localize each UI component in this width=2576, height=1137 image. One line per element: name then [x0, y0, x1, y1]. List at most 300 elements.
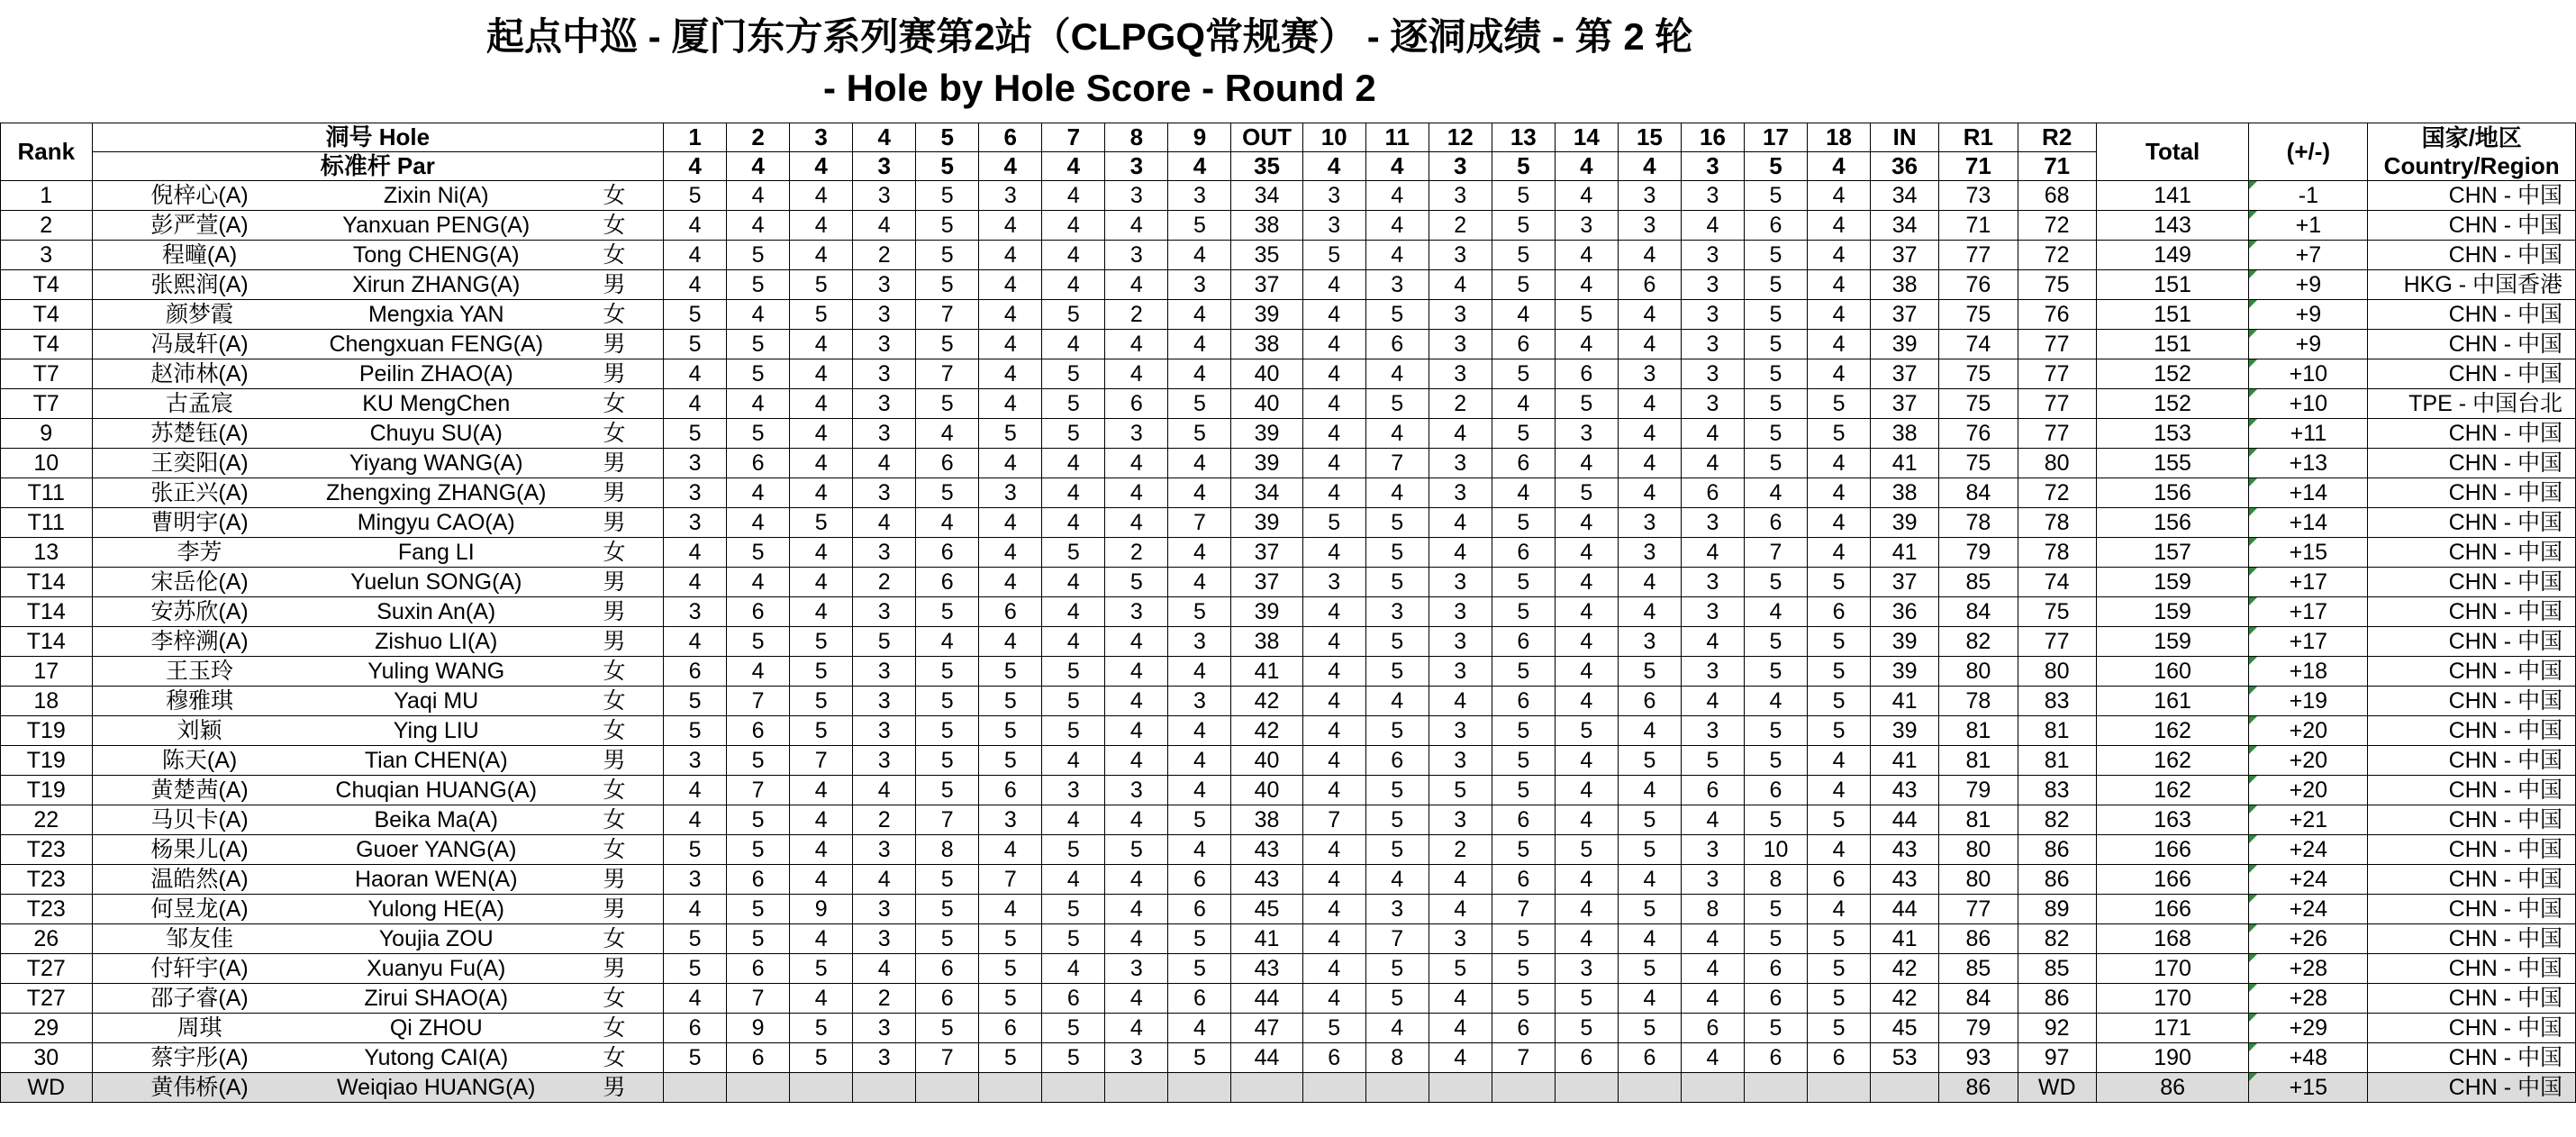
player-name-cn: 周琪 [92, 1014, 307, 1043]
score-cell: 5 [979, 984, 1042, 1014]
score-cell: 44 [1871, 805, 1939, 835]
score-cell: 7 [1365, 449, 1429, 478]
score-cell: 5 [1042, 716, 1105, 746]
diff-cell: +18 [2249, 657, 2368, 687]
score-cell: 40 [1231, 776, 1302, 805]
diff-cell: +15 [2249, 538, 2368, 568]
score-cell: 8 [916, 835, 979, 865]
score-cell: 5 [1618, 1014, 1681, 1043]
score-cell: 5 [1042, 1014, 1105, 1043]
table-row [1, 597, 2576, 627]
diff-cell: +29 [2249, 1014, 2368, 1043]
score-cell: 4 [979, 330, 1042, 359]
table-row [1, 568, 2576, 597]
score-cell: 4 [727, 389, 790, 419]
score-cell: 5 [1808, 687, 1871, 716]
score-cell: 83 [2018, 776, 2096, 805]
total-cell: 153 [2096, 419, 2249, 449]
score-cell: 4 [664, 895, 727, 924]
player-name-en: Xirun ZHANG(A) [307, 270, 566, 300]
score-cell: 6 [727, 865, 790, 895]
score-cell: 5 [1042, 924, 1105, 954]
rank-cell: 29 [1, 1014, 93, 1043]
score-cell: 3 [1168, 687, 1231, 716]
score-cell: 4 [979, 508, 1042, 538]
score-cell: 7 [979, 865, 1042, 895]
page-title: 起点中巡 - 厦门东方系列赛第2站（CLPGQ常规赛） - 逐洞成绩 - 第 2 轮 [486, 15, 1693, 58]
score-cell: 6 [916, 984, 979, 1014]
score-cell: 4 [1042, 627, 1105, 657]
diff-cell: +9 [2249, 300, 2368, 330]
score-cell: 5 [664, 716, 727, 746]
score-cell: 5 [916, 389, 979, 419]
table-row [1, 835, 2576, 865]
score-cell: 4 [1302, 924, 1365, 954]
country-cell: CHN - 中国 [2368, 657, 2576, 687]
gender-cell: 男 [566, 449, 664, 478]
score-cell: 4 [1618, 984, 1681, 1014]
score-cell: 37 [1231, 538, 1302, 568]
par-header: 3 [853, 152, 916, 181]
table-row [1, 449, 2576, 478]
player-name-cn: 赵沛林(A) [92, 359, 307, 389]
score-cell: 5 [1744, 181, 1807, 211]
score-cell: 4 [1555, 805, 1618, 835]
total-cell: 141 [2096, 181, 2249, 211]
score-cell: 3 [1429, 805, 1492, 835]
score-cell: 4 [1042, 746, 1105, 776]
score-cell: 5 [1618, 954, 1681, 984]
score-cell: 3 [1681, 270, 1744, 300]
gender-cell: 男 [566, 508, 664, 538]
score-cell: 5 [916, 478, 979, 508]
gender-cell: 女 [566, 657, 664, 687]
score-cell: 3 [853, 389, 916, 419]
score-cell [727, 1073, 790, 1103]
score-cell: 2 [853, 241, 916, 270]
score-cell: 81 [1939, 716, 2018, 746]
page-subtitle: - Hole by Hole Score - Round 2 [823, 67, 1376, 109]
score-cell: 5 [1105, 568, 1168, 597]
player-name-cn: 邹友佳 [92, 924, 307, 954]
score-cell: 4 [1808, 895, 1871, 924]
diff-cell: +9 [2249, 330, 2368, 359]
score-cell: 73 [1939, 181, 2018, 211]
score-cell: 6 [916, 568, 979, 597]
hole-header: 10 [1302, 123, 1365, 152]
score-cell: 42 [1231, 687, 1302, 716]
table-row [1, 300, 2576, 330]
score-cell: 4 [1429, 1043, 1492, 1073]
score-cell: 4 [1302, 895, 1365, 924]
score-cell: 7 [727, 984, 790, 1014]
score-cell: 4 [1302, 330, 1365, 359]
score-cell: 5 [1744, 359, 1807, 389]
total-cell: 159 [2096, 627, 2249, 657]
score-cell: 4 [1105, 865, 1168, 895]
table-row [1, 538, 2576, 568]
player-name-en: Yuelun SONG(A) [307, 568, 566, 597]
par-header: 71 [1939, 152, 2018, 181]
player-name-en: KU MengChen [307, 389, 566, 419]
score-cell: 5 [727, 330, 790, 359]
score-cell: 5 [727, 359, 790, 389]
score-cell: 3 [1618, 359, 1681, 389]
score-cell: 4 [664, 538, 727, 568]
score-cell: 37 [1871, 241, 1939, 270]
score-cell: 3 [1429, 181, 1492, 211]
score-cell: 5 [790, 657, 853, 687]
score-cell: 5 [727, 805, 790, 835]
score-cell: 5 [1492, 716, 1555, 746]
score-cell: 4 [979, 895, 1042, 924]
score-cell: 5 [1744, 449, 1807, 478]
country-cell: CHN - 中国 [2368, 746, 2576, 776]
score-cell: 4 [1302, 835, 1365, 865]
score-cell: 3 [853, 895, 916, 924]
score-cell: 7 [1492, 895, 1555, 924]
score-cell: 3 [853, 1014, 916, 1043]
score-cell: 4 [1105, 211, 1168, 241]
score-cell: 41 [1871, 746, 1939, 776]
score-cell: 4 [790, 241, 853, 270]
score-cell: 5 [790, 1014, 853, 1043]
score-cell: 4 [1105, 627, 1168, 657]
table-row [1, 627, 2576, 657]
score-cell: 6 [916, 954, 979, 984]
player-name-cn: 安苏欣(A) [92, 597, 307, 627]
score-cell: 4 [1168, 359, 1231, 389]
score-cell [1105, 1073, 1168, 1103]
score-cell: 5 [664, 419, 727, 449]
score-cell: 89 [2018, 895, 2096, 924]
header-row-holes [1, 123, 2576, 152]
rank-cell: 3 [1, 241, 93, 270]
rank-cell: 2 [1, 211, 93, 241]
hole-header: 9 [1168, 123, 1231, 152]
score-cell: 4 [979, 835, 1042, 865]
score-cell: 78 [1939, 687, 2018, 716]
score-cell: 81 [1939, 746, 2018, 776]
score-cell [1681, 1073, 1744, 1103]
score-cell: 5 [1744, 270, 1807, 300]
table-row [1, 419, 2576, 449]
score-cell: 4 [1808, 359, 1871, 389]
score-cell: 75 [1939, 449, 2018, 478]
gender-cell: 女 [566, 716, 664, 746]
score-cell: 5 [790, 954, 853, 984]
score-cell: 5 [1618, 657, 1681, 687]
score-cell: 3 [664, 449, 727, 478]
score-cell: 4 [790, 984, 853, 1014]
score-cell: 4 [1681, 687, 1744, 716]
score-cell: 4 [853, 211, 916, 241]
rank-cell: T19 [1, 716, 93, 746]
score-cell: 6 [1302, 1043, 1365, 1073]
score-cell: 4 [790, 449, 853, 478]
score-cell: 5 [916, 211, 979, 241]
diff-cell: +15 [2249, 1073, 2368, 1103]
player-name-en: Yanxuan PENG(A) [307, 211, 566, 241]
score-cell: 4 [979, 449, 1042, 478]
rank-cell: 13 [1, 538, 93, 568]
score-cell: 72 [2018, 478, 2096, 508]
total-cell: 162 [2096, 776, 2249, 805]
score-cell [1168, 1073, 1231, 1103]
score-cell: 5 [1808, 924, 1871, 954]
diff-cell: +1 [2249, 211, 2368, 241]
rank-cell: T7 [1, 389, 93, 419]
score-cell: 3 [853, 419, 916, 449]
country-cell: CHN - 中国 [2368, 776, 2576, 805]
score-cell: 4 [1105, 1014, 1168, 1043]
player-name-cn: 温皓然(A) [92, 865, 307, 895]
score-cell: 6 [1168, 984, 1231, 1014]
score-cell: 80 [1939, 835, 2018, 865]
score-cell: 3 [1429, 746, 1492, 776]
score-cell: 4 [1618, 419, 1681, 449]
score-cell: 4 [1042, 954, 1105, 984]
score-cell: 4 [1618, 924, 1681, 954]
rank-cell: T23 [1, 865, 93, 895]
total-cell: 163 [2096, 805, 2249, 835]
gender-cell: 男 [566, 865, 664, 895]
score-cell: WD [2018, 1073, 2096, 1103]
score-cell: 80 [2018, 449, 2096, 478]
score-cell: 5 [1042, 835, 1105, 865]
score-cell: 5 [916, 657, 979, 687]
score-cell: 8 [1365, 1043, 1429, 1073]
score-cell: 4 [1302, 984, 1365, 1014]
score-cell: 4 [1555, 776, 1618, 805]
score-cell: 41 [1871, 924, 1939, 954]
country-cell: CHN - 中国 [2368, 478, 2576, 508]
total-cell: 170 [2096, 954, 2249, 984]
diff-cell: +20 [2249, 716, 2368, 746]
player-name-cn: 张熙润(A) [92, 270, 307, 300]
score-cell: 5 [1302, 241, 1365, 270]
player-name-en: Zhengxing ZHANG(A) [307, 478, 566, 508]
par-header: 35 [1231, 152, 1302, 181]
score-cell: 5 [1492, 954, 1555, 984]
score-cell: 5 [979, 687, 1042, 716]
diff-cell: +13 [2249, 449, 2368, 478]
score-cell: 4 [1808, 746, 1871, 776]
score-cell: 41 [1871, 538, 1939, 568]
table-row [1, 478, 2576, 508]
score-cell: 42 [1871, 984, 1939, 1014]
score-cell: 4 [1555, 330, 1618, 359]
score-cell: 6 [1492, 538, 1555, 568]
country-cell: CHN - 中国 [2368, 330, 2576, 359]
score-cell: 3 [853, 746, 916, 776]
score-cell: 3 [1681, 835, 1744, 865]
table-row [1, 984, 2576, 1014]
table-row [1, 1073, 2576, 1103]
score-cell: 5 [1168, 389, 1231, 419]
score-cell: 3 [853, 181, 916, 211]
score-cell [1871, 1073, 1939, 1103]
score-cell: 5 [727, 895, 790, 924]
total-cell: 190 [2096, 1043, 2249, 1073]
rank-cell: T4 [1, 300, 93, 330]
score-cell: 77 [1939, 241, 2018, 270]
score-cell: 3 [1365, 270, 1429, 300]
score-cell: 3 [853, 270, 916, 300]
score-cell: 5 [1492, 508, 1555, 538]
rank-cell: 18 [1, 687, 93, 716]
score-cell: 77 [2018, 627, 2096, 657]
score-cell: 37 [1871, 568, 1939, 597]
score-cell: 4 [1681, 805, 1744, 835]
score-cell: 4 [1808, 211, 1871, 241]
score-cell: 5 [1168, 805, 1231, 835]
table-row [1, 241, 2576, 270]
score-cell: 5 [1168, 924, 1231, 954]
score-cell: 4 [916, 508, 979, 538]
score-cell: 97 [2018, 1043, 2096, 1073]
score-cell: 86 [2018, 835, 2096, 865]
score-cell: 40 [1231, 359, 1302, 389]
player-name-en: Mingyu CAO(A) [307, 508, 566, 538]
hole-header: 18 [1808, 123, 1871, 152]
score-cell: 41 [1871, 687, 1939, 716]
player-name-en: Weiqiao HUANG(A) [307, 1073, 566, 1103]
score-cell: 4 [1618, 597, 1681, 627]
score-cell: 3 [853, 835, 916, 865]
score-cell: 5 [664, 835, 727, 865]
score-cell: 4 [1429, 984, 1492, 1014]
rank-header: Rank [1, 123, 93, 181]
score-cell: 5 [1744, 805, 1807, 835]
score-cell: 5 [1555, 835, 1618, 865]
score-cell: 4 [1168, 835, 1231, 865]
score-cell: 78 [1939, 508, 2018, 538]
score-cell: 5 [916, 241, 979, 270]
score-cell: 5 [1744, 924, 1807, 954]
score-cell: 4 [1555, 538, 1618, 568]
score-cell: 3 [1105, 419, 1168, 449]
score-cell: 80 [1939, 865, 2018, 895]
score-cell: 5 [664, 330, 727, 359]
player-name-en: Mengxia YAN [307, 300, 566, 330]
score-cell: 4 [979, 389, 1042, 419]
gender-cell: 男 [566, 568, 664, 597]
score-cell: 3 [1168, 181, 1231, 211]
player-name-en: Yuling WANG [307, 657, 566, 687]
score-cell: 3 [1105, 776, 1168, 805]
gender-cell: 女 [566, 1014, 664, 1043]
score-cell: 3 [1429, 449, 1492, 478]
score-cell: 86 [2018, 865, 2096, 895]
score-cell: 4 [1555, 597, 1618, 627]
score-cell: 5 [1492, 597, 1555, 627]
score-cell: 6 [1492, 330, 1555, 359]
total-cell: 151 [2096, 300, 2249, 330]
score-cell: 4 [1808, 508, 1871, 538]
score-cell [664, 1073, 727, 1103]
score-cell: 2 [1429, 211, 1492, 241]
score-cell: 5 [1492, 181, 1555, 211]
score-cell: 3 [1618, 508, 1681, 538]
total-cell: 156 [2096, 508, 2249, 538]
rank-cell: 17 [1, 657, 93, 687]
score-cell: 4 [1168, 449, 1231, 478]
score-cell: 3 [1302, 181, 1365, 211]
score-cell: 3 [853, 300, 916, 330]
score-cell: 6 [1618, 1043, 1681, 1073]
score-cell: 5 [1365, 984, 1429, 1014]
score-cell: 4 [790, 835, 853, 865]
score-cell: 4 [1618, 716, 1681, 746]
score-cell: 5 [1618, 805, 1681, 835]
player-name-cn: 颜梦霞 [92, 300, 307, 330]
par-header: 5 [1492, 152, 1555, 181]
score-cell: 34 [1871, 181, 1939, 211]
score-cell: 2 [1105, 300, 1168, 330]
score-cell: 4 [1302, 449, 1365, 478]
score-cell: 5 [1492, 657, 1555, 687]
score-cell: 4 [790, 330, 853, 359]
score-cell: 4 [1042, 508, 1105, 538]
score-cell: 39 [1231, 449, 1302, 478]
player-name-cn: 马贝卡(A) [92, 805, 307, 835]
player-name-cn: 苏楚钰(A) [92, 419, 307, 449]
score-cell: 5 [1168, 1043, 1231, 1073]
score-cell: 5 [916, 270, 979, 300]
score-cell: 5 [1555, 716, 1618, 746]
score-cell: 6 [1744, 211, 1807, 241]
score-cell: 74 [1939, 330, 2018, 359]
score-cell: 3 [1429, 924, 1492, 954]
score-cell: 6 [1492, 1014, 1555, 1043]
country-cell: CHN - 中国 [2368, 181, 2576, 211]
score-cell: 79 [1939, 538, 2018, 568]
score-cell: 43 [1231, 865, 1302, 895]
score-cell: 3 [1618, 627, 1681, 657]
score-cell: 4 [1744, 687, 1807, 716]
score-cell [1042, 1073, 1105, 1103]
score-cell: 4 [1681, 1043, 1744, 1073]
score-cell: 5 [1492, 241, 1555, 270]
score-cell: 6 [727, 1043, 790, 1073]
score-cell: 4 [1808, 835, 1871, 865]
score-cell: 3 [664, 478, 727, 508]
score-cell: 4 [790, 805, 853, 835]
score-cell [1492, 1073, 1555, 1103]
score-cell: 6 [1365, 746, 1429, 776]
score-cell: 86 [2018, 984, 2096, 1014]
score-cell: 5 [727, 835, 790, 865]
total-cell: 166 [2096, 865, 2249, 895]
score-cell: 5 [1808, 954, 1871, 984]
score-cell: 3 [1042, 776, 1105, 805]
score-cell [1808, 1073, 1871, 1103]
player-name-cn: 何昱龙(A) [92, 895, 307, 924]
score-cell: 3 [1681, 568, 1744, 597]
country-cell: CHN - 中国 [2368, 627, 2576, 657]
gender-cell: 女 [566, 211, 664, 241]
score-cell: 5 [916, 597, 979, 627]
diff-cell: +17 [2249, 568, 2368, 597]
score-cell: 5 [1042, 359, 1105, 389]
rank-cell: T27 [1, 984, 93, 1014]
score-cell: 4 [1555, 924, 1618, 954]
par-header: 4 [979, 152, 1042, 181]
player-name-cn: 曹明宇(A) [92, 508, 307, 538]
score-cell: 81 [1939, 805, 2018, 835]
gender-cell: 女 [566, 538, 664, 568]
